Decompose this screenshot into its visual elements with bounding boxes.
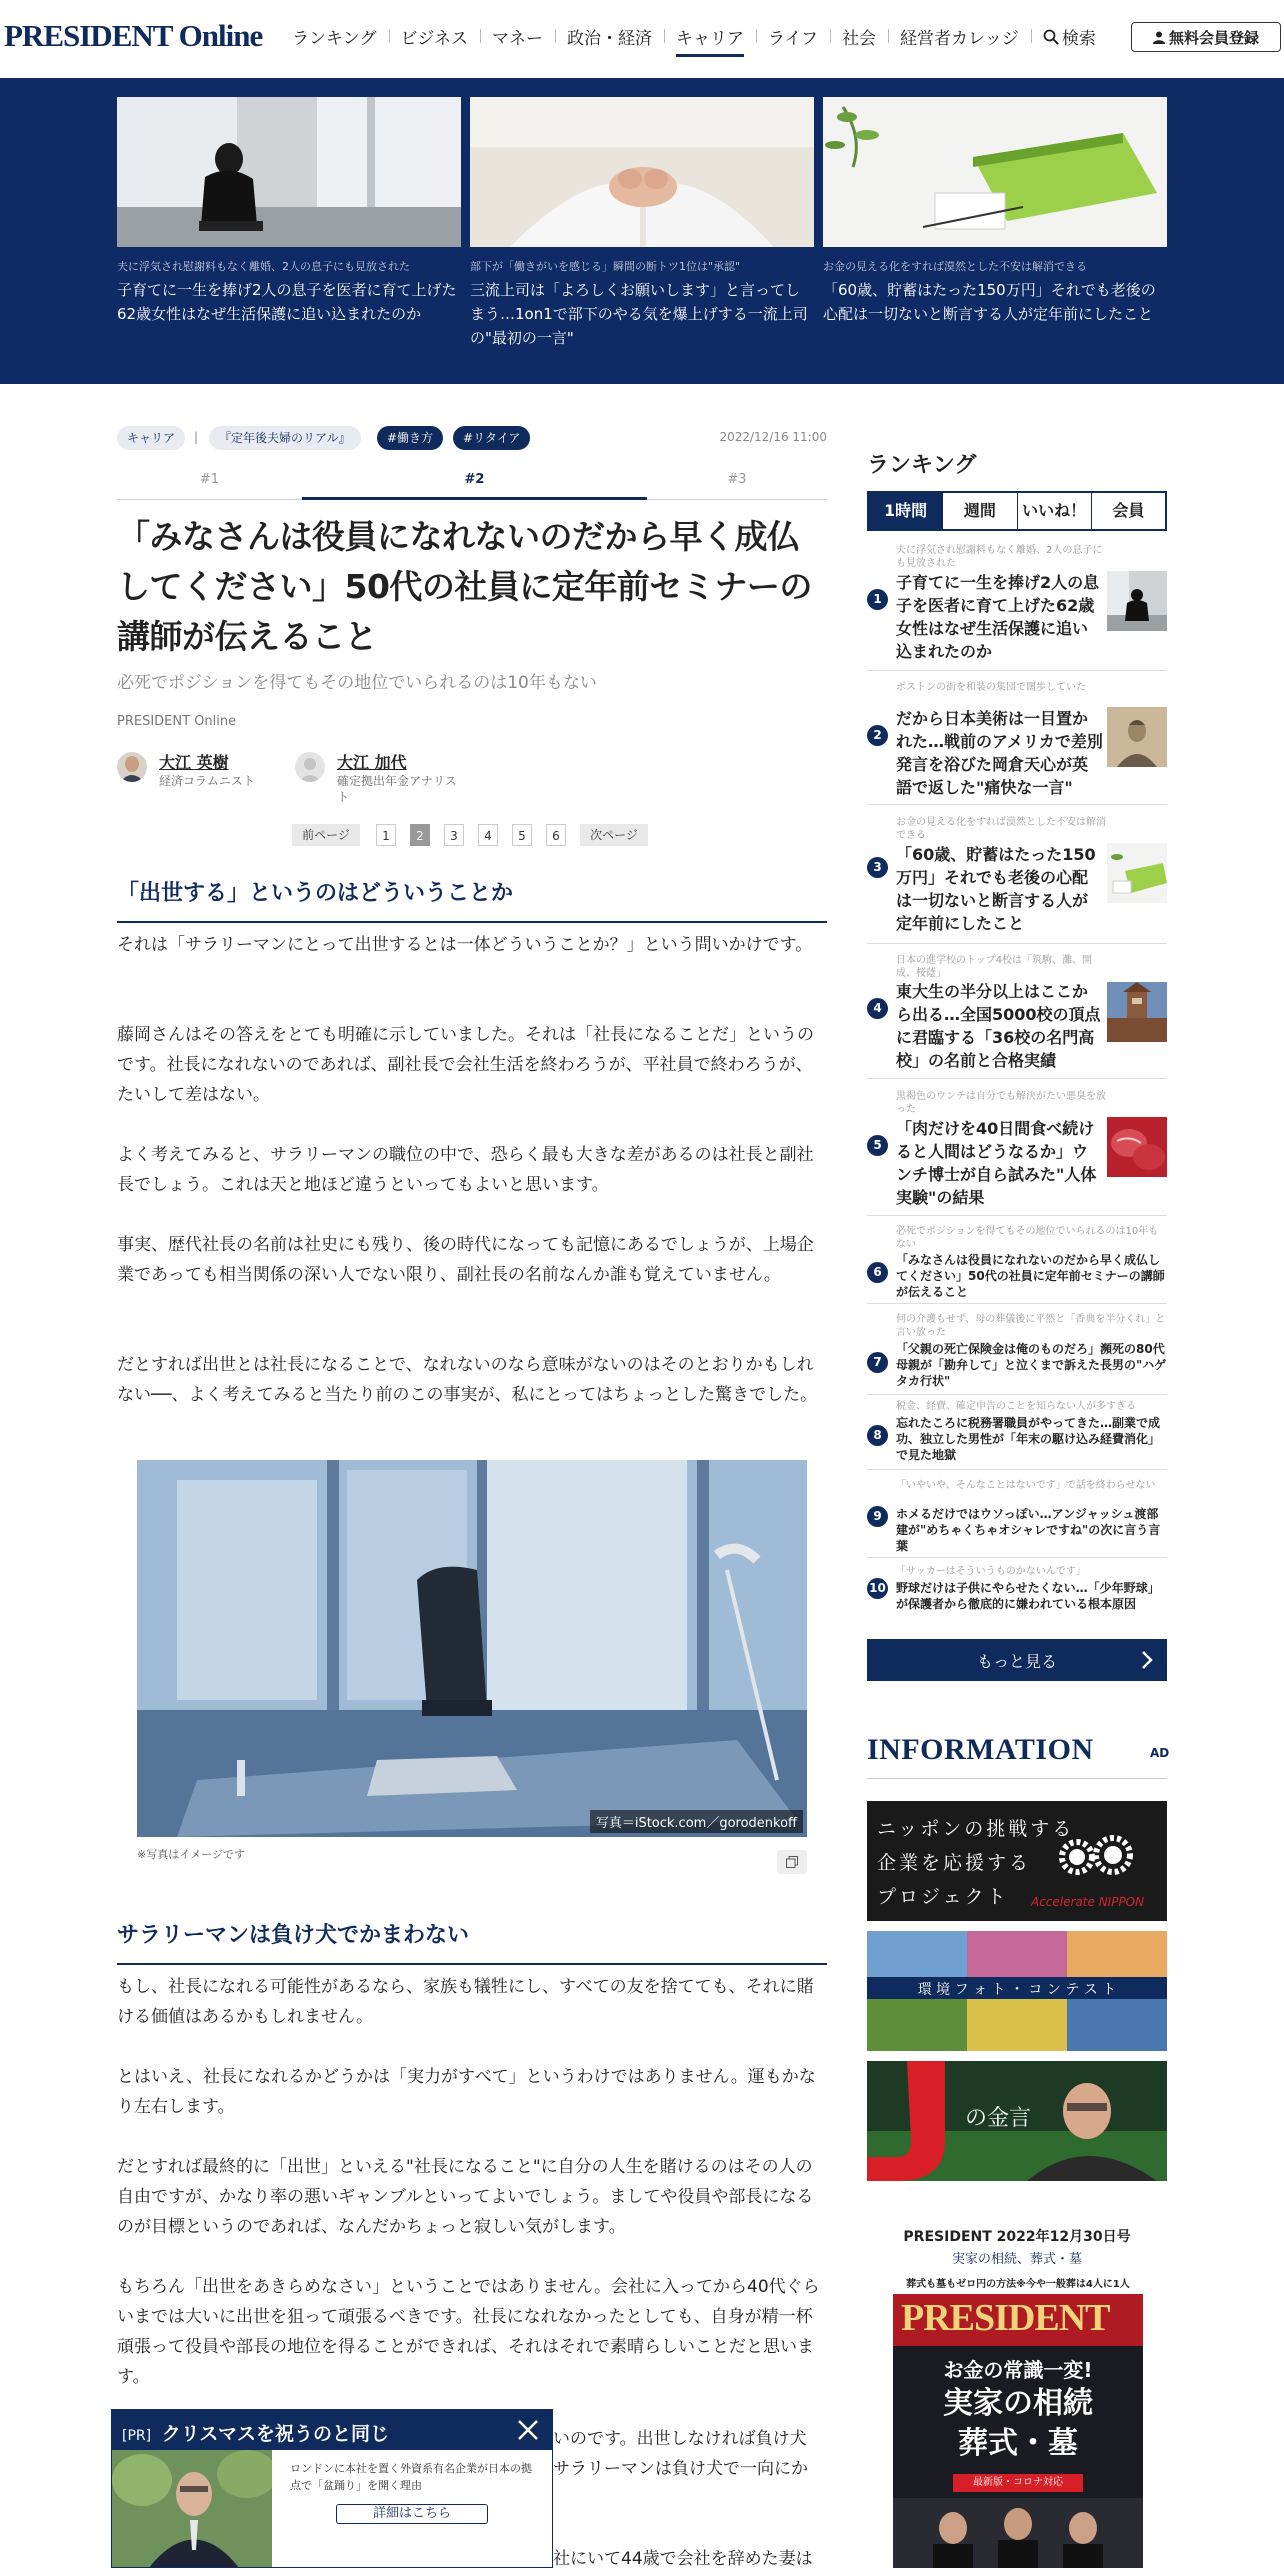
carousel-title: 子育てに一生を捧げ2人の息子を医者に育て上げた62歳女性はなぜ生活保護に追い込まれたのか xyxy=(117,281,457,323)
cover-badge: 最新版・コロナ対応 xyxy=(953,2474,1083,2492)
page-tab-1[interactable]: #1 xyxy=(117,472,302,500)
carousel-title: 三流上司は「よろしくお願いします」と言ってしまう…1on1で部下のやる気を爆上げする一流上司の"最初の一言" xyxy=(470,281,808,347)
rank-thumbnail xyxy=(1107,982,1167,1042)
rank-headline: 「肉だけを40日間食べ続けると人間はどうなるか」ウンチ博士が自ら試みた"人体実験"の結果 xyxy=(896,1119,1097,1207)
cover-top-text: 葬式も墓もゼロ円の方法※今や一般葬は4人に1人 xyxy=(893,2276,1143,2294)
avatar xyxy=(117,752,147,782)
main-nav xyxy=(280,24,1108,49)
carousel-card[interactable] xyxy=(117,97,461,326)
section-heading: 「出世する」というのはどういうことか xyxy=(117,876,827,923)
article-title: 「みなさんは役員になれないのだから早く成仏してください」50代の社員に定年前セミナーの講師が伝えること xyxy=(117,517,812,656)
author[interactable] xyxy=(117,746,287,796)
rank-thumbnail xyxy=(1107,843,1167,903)
paragraph: それは「サラリーマンにとって出世するとは一体どういうことか？」という問いかけです。 xyxy=(117,935,813,955)
page-number-current: 2 xyxy=(410,824,430,846)
rank-subtitle: 税金、経費、確定申告のことを知らない人が多すぎる xyxy=(896,1401,1136,1412)
rank-headline: 野球だけは子供にやらせたくない…「少年野球」が保護者から徹底的に嫌われている根本原因 xyxy=(896,1581,1160,1611)
ranking-item[interactable] xyxy=(867,541,1167,671)
rank-number: 2 xyxy=(867,725,888,746)
banner-accelerate-nippon[interactable] xyxy=(867,1801,1167,1921)
carousel-image xyxy=(823,97,1167,247)
register-label: 無料会員登録 xyxy=(1168,28,1259,47)
carousel-sub: お金の見える化をすれば漠然とした不安は解消できる xyxy=(823,260,1087,273)
paragraph: だとすれば最終的に「出世」といえる"社長になること"に自分の人生を賭けるのはその人の自由ですが、かなり率の悪いギャンブルといってよいでしょう。ましてや役員や部長になるのが目標というのであれば、なんだかちょっと寂しい気がします。 xyxy=(117,2157,814,2237)
close-icon[interactable] xyxy=(516,2418,540,2442)
carousel-sub: 部下が「働きがいを感じる」瞬間の断トツ1位は"承認" xyxy=(470,260,741,273)
tag-separator: | xyxy=(194,430,199,444)
article-source: PRESIDENT Online xyxy=(117,714,237,729)
paragraph-fragment: 社にいて44歳で会社を辞めた妻は xyxy=(553,2549,813,2568)
article-page-tabs xyxy=(117,472,827,500)
tag-category[interactable]: キャリア xyxy=(117,426,185,450)
gear-icon xyxy=(1053,1833,1143,1883)
photo-credit: 写真＝iStock.com／gorodenkoff xyxy=(590,1810,803,1833)
ranking-item[interactable] xyxy=(867,671,1167,805)
banner-line: プロジェクト xyxy=(877,1887,1009,1908)
pr-details-button[interactable]: 詳細はこちら xyxy=(336,2504,488,2524)
ranking-item[interactable] xyxy=(867,1216,1167,1304)
search-label: 検索 xyxy=(1061,29,1096,49)
carousel-card[interactable] xyxy=(470,97,814,350)
tag-hashtag[interactable]: #働き方 xyxy=(377,426,443,450)
cover-line: お金の常識一変! xyxy=(943,2358,1093,2382)
photo-caption: ※写真はイメージです xyxy=(137,1848,245,1861)
rank-number: 3 xyxy=(867,857,888,878)
paragraph: もちろん「出世をあきらめなさい」ということではありません。会社に入ってから40代ぐらいまでは大いに出世を狙って頑張るべきです。社長になれなかったとしても、自身が精一杯頑張って役員や部長の地位を得ることができれば、それはそれで素晴らしいことだと思います。 xyxy=(117,2277,820,2387)
rank-headline: だから日本美術は一目置かれた…戦前のアメリカで差別発言を浴びた岡倉天心が英語で返した"痛快な一言" xyxy=(896,709,1103,797)
register-button[interactable] xyxy=(1131,22,1281,52)
magazine-issue: PRESIDENT 2022年12月30日号 xyxy=(903,2229,1131,2245)
pr-image xyxy=(112,2450,272,2568)
banner-text: 環 境 フ ォ ト ・ コ ン テ ス ト xyxy=(917,1982,1117,1998)
tag-hashtag[interactable]: #リタイア xyxy=(453,426,530,450)
rank-subtitle: 何の介護もせず、母の葬儀後に平然と「香典を半分くれ」と言い放った xyxy=(896,1314,1166,1338)
rank-headline: 「みなさんは役員になれないのだから早く成仏してください」50代の社員に定年前セミナーの講師が伝えること xyxy=(896,1253,1165,1299)
paragraph: だとすれば出世とは社長になることで、なれないのなら意味がないのはそのとおりかもしれない──、よく考えてみると当たり前のこの事実が、私にとってはちょっとした驚きでした。 xyxy=(117,1355,818,1405)
rank-subtitle: お金の見える化をすれば漠然とした不安は解消できる xyxy=(896,817,1106,841)
nav-executive-college[interactable]: 経営者カレッジ xyxy=(888,24,1031,49)
ranking-item[interactable] xyxy=(867,1395,1167,1470)
ranking-item[interactable] xyxy=(867,1470,1167,1558)
search-icon xyxy=(1043,29,1059,45)
paragraph-fragment: いのです。出世しなければ負け犬 xyxy=(553,2429,807,2449)
rank-subtitle: 日本の進学校のトップ4校は「筑駒、灘、開成、桜蔭」 xyxy=(896,955,1093,979)
rank-headline: ホメるだけではウソっぽい…アンジャッシュ渡部建が"めちゃくちゃオシャレですね"の次に言う言葉 xyxy=(896,1507,1161,1553)
author-role: 経済コラムニスト xyxy=(159,774,255,788)
paragraph: とはいえ、社長になれるかどうかは「実力がすべて」というわけではありません。運もかなり左右します。 xyxy=(117,2067,816,2117)
page-number[interactable]: 4 xyxy=(478,824,498,846)
site-logo[interactable]: PRESIDENT Online xyxy=(4,18,263,53)
page-number[interactable]: 3 xyxy=(444,824,464,846)
ad-label: AD xyxy=(1150,1746,1170,1760)
article-subtitle: 必死でポジションを得てもその地位でいられるのは10年もない xyxy=(117,673,597,693)
rank-headline: 「60歳、貯蓄はたった150万円」それでも老後の心配は一切ないと断言する人が定年前にしたこと xyxy=(896,845,1096,933)
divider xyxy=(867,1778,1167,1779)
carousel-sub: 夫に浮気され慰謝料もなく離婚、2人の息子にも見放された xyxy=(117,260,410,273)
ranking-tab-hourly[interactable]: 1時間 xyxy=(869,493,942,529)
rank-thumbnail xyxy=(1107,707,1167,767)
nav-money[interactable]: マネー xyxy=(480,24,555,49)
rank-subtitle: 黒褐色のウンチは自分でも解決がたい悪臭を放った xyxy=(896,1091,1106,1115)
magazine-subtitle[interactable]: 実家の相続、葬式・墓 xyxy=(951,2252,1082,2267)
tag-series[interactable]: 『定年後夫婦のリアル』 xyxy=(209,426,361,450)
carousel-title: 「60歳、貯蓄はたった150万円」それでも老後の心配は一切ないと断言する人が定年前にしたこと xyxy=(823,281,1156,323)
rank-subtitle: ボストンの街を和装の集団で闊歩していた xyxy=(896,682,1086,693)
magazine-cover[interactable] xyxy=(893,2276,1143,2568)
ranking-tabs xyxy=(867,491,1167,531)
banner-line: 企業を応援する xyxy=(877,1853,1032,1874)
paragraph: もし、社長になれる可能性があるなら、家族も犠牲にし、すべての友を捨てても、それに賭ける価値はあるかもしれません。 xyxy=(117,1977,814,2027)
carousel-card[interactable] xyxy=(823,97,1167,326)
author-name[interactable]: 大江 英樹 xyxy=(159,753,229,772)
author[interactable] xyxy=(295,746,475,804)
information-title: INFORMATION xyxy=(867,1733,1094,1766)
pr-popup[interactable] xyxy=(111,2409,553,2568)
carousel-image xyxy=(470,97,814,247)
banner-tagline: Accelerate NIPPON xyxy=(1031,1895,1145,1909)
banner-line: ニッポンの挑戦する xyxy=(877,1819,1075,1840)
search-button[interactable] xyxy=(1031,24,1108,49)
banner-j-kingen[interactable] xyxy=(867,2061,1167,2181)
rank-headline: 忘れたころに税務署職員がやってきた…副業で成功、独立した男性が「年末の駆け込み経費消化」で見た地獄 xyxy=(896,1416,1161,1462)
page-number[interactable]: 1 xyxy=(376,824,396,846)
cover-logo: PRESIDENT xyxy=(901,2297,1110,2339)
rank-number: 4 xyxy=(867,998,888,1019)
more-ranking-button[interactable] xyxy=(867,1639,1167,1681)
ranking-tab-likes[interactable]: いいね！ xyxy=(1017,493,1091,529)
pr-description: ロンドンに本社を置く外資系有名企業が日本の拠点で「盆踊り」を開く理由 xyxy=(290,2462,532,2492)
prev-page-button[interactable]: 前ページ xyxy=(292,824,360,846)
page-tab-2[interactable]: #2 xyxy=(302,472,647,500)
rank-subtitle: 「サッカーはそういうものかないんです」 xyxy=(896,1566,1086,1577)
ranking-item[interactable] xyxy=(867,1558,1167,1622)
rank-number: 9 xyxy=(867,1506,888,1527)
article-photo xyxy=(137,1460,807,1837)
banner-text: の金言 xyxy=(965,2105,1032,2130)
pr-title: クリスマスを祝うのと同じ xyxy=(161,2423,389,2445)
author-role: 確定拠出年金アナリスト xyxy=(337,774,457,804)
nav-ranking[interactable]: ランキング xyxy=(292,29,377,49)
paragraph: 藤岡さんはその答えをとても明確に示していました。それは「社長になることだ」というのです。社長になれないのであれば、副社長で会社生活を終わろうが、平社員で終わろうが、たいして差はない。 xyxy=(117,1025,814,1105)
cover-line: 実家の相続 xyxy=(943,2386,1093,2421)
user-icon xyxy=(1153,31,1165,44)
chevron-right-icon xyxy=(1141,1650,1153,1670)
pr-header xyxy=(112,2410,552,2450)
rank-subtitle: 「いやいや、そんなことはないです」で話を終わらせない xyxy=(896,1480,1156,1491)
paragraph: 事実、歴代社長の名前は社史にも残り、後の時代になっても記憶にあるでしょうが、上場企業であっても相当関係の深い人でない限り、副社長の名前なんか誰も覚えていません。 xyxy=(117,1235,814,1285)
author-name[interactable]: 大江 加代 xyxy=(337,753,407,772)
next-page-button[interactable]: 次ページ xyxy=(580,824,648,846)
rank-headline: 子育てに一生を捧げ2人の息子を医者に育て上げた62歳女性はなぜ生活保護に追い込まれたのか xyxy=(896,573,1100,661)
nav-politics-economy[interactable]: 政治・経済 xyxy=(555,24,664,49)
ranking-item[interactable] xyxy=(867,1304,1167,1395)
ranking-item[interactable] xyxy=(867,805,1167,944)
publish-date: 2022/12/16 11:00 xyxy=(719,430,827,444)
cover-line: 葬式・墓 xyxy=(958,2426,1078,2461)
rank-thumbnail xyxy=(1107,571,1167,631)
ranking-title: ランキング xyxy=(867,453,977,478)
rank-number: 5 xyxy=(867,1135,888,1156)
nav-life[interactable]: ライフ xyxy=(756,24,830,49)
rank-number: 1 xyxy=(867,589,888,610)
pr-tag: [PR] xyxy=(122,2428,152,2444)
ranking-tab-members[interactable]: 会員 xyxy=(1091,493,1165,529)
rank-subtitle: 必死でポジションを得てもその地位でいられるのは10年もない xyxy=(896,1226,1159,1250)
ranking-item[interactable] xyxy=(867,1079,1167,1216)
rank-thumbnail xyxy=(1107,1117,1167,1177)
page-tab-3[interactable]: #3 xyxy=(647,472,827,500)
nav-career[interactable]: キャリア xyxy=(664,24,756,49)
banner-photo-contest[interactable] xyxy=(867,1931,1167,2051)
more-label: もっと見る xyxy=(976,1651,1057,1671)
expand-icon xyxy=(786,1856,798,1868)
rank-headline: 東大生の半分以上はここから出る…全国5000校の頂点に君臨する「36校の名門高校」の名前と合格実績 xyxy=(896,982,1101,1070)
nav-society[interactable]: 社会 xyxy=(830,24,888,49)
ranking-item[interactable] xyxy=(867,944,1167,1079)
rank-subtitle: 夫に浮気され慰謝料もなく離婚、2人の息子にも見放された xyxy=(896,545,1103,569)
rank-number: 8 xyxy=(867,1425,888,1446)
article-tags xyxy=(117,426,827,450)
paragraph-fragment: サラリーマンは負け犬で一向にか xyxy=(553,2459,808,2479)
carousel-image xyxy=(117,97,461,247)
site-header xyxy=(0,0,1284,78)
avatar xyxy=(295,752,325,782)
rank-headline: 「父親の死亡保険金は俺のものだろ」瀕死の80代母親が「勘弁して」と泣くまで訴えた長男の"ハゲタカ行状" xyxy=(896,1342,1167,1388)
page-number[interactable]: 5 xyxy=(512,824,532,846)
nav-business[interactable]: ビジネス xyxy=(389,24,481,49)
rank-number: 6 xyxy=(867,1262,888,1283)
rank-number: 10 xyxy=(867,1578,888,1599)
expand-photo-button[interactable] xyxy=(777,1850,807,1874)
ranking-tab-weekly[interactable]: 週間 xyxy=(942,493,1016,529)
section-heading: サラリーマンは負け犬でかまわない xyxy=(117,1918,827,1965)
rank-number: 7 xyxy=(867,1352,888,1373)
page-number[interactable]: 6 xyxy=(546,824,566,846)
paragraph: よく考えてみると、サラリーマンの職位の中で、恐らく最も大きな差があるのは社長と副社長でしょう。これは天と地ほど違うといってもよいと思います。 xyxy=(117,1145,814,1195)
featured-carousel xyxy=(0,78,1284,384)
